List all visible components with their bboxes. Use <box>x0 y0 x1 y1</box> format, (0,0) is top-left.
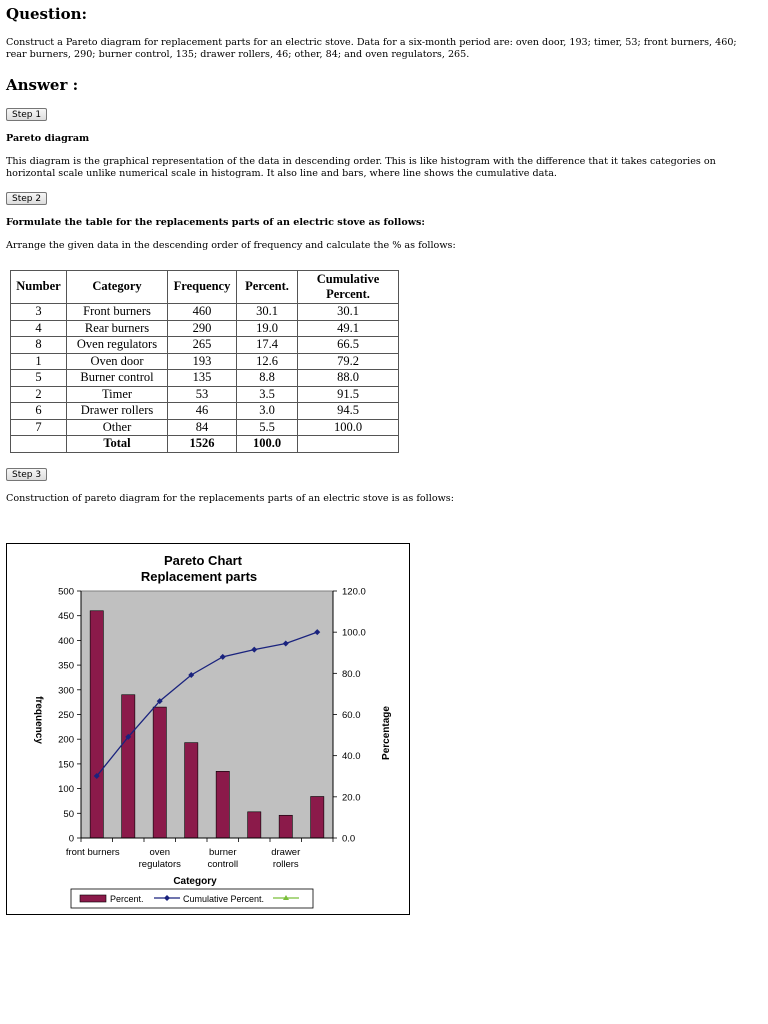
cell-cumulative: 79.2 <box>298 353 399 370</box>
y2-tick-label: 100.0 <box>342 627 366 639</box>
cell-category: Total <box>67 436 168 453</box>
cell-number: 6 <box>11 403 67 420</box>
y-tick-label: 100 <box>58 784 74 796</box>
bar-timer <box>248 812 261 838</box>
cell-cumulative: 100.0 <box>298 419 399 436</box>
frequency-table <box>10 270 399 453</box>
step-2-button[interactable]: Step 2 <box>6 192 47 205</box>
y2-tick-label: 0.0 <box>342 833 356 845</box>
cell-percent: 3.5 <box>237 386 298 403</box>
cell-category: Oven regulators <box>67 337 168 354</box>
table-row <box>11 320 399 337</box>
cell-cumulative: 88.0 <box>298 370 399 387</box>
legend-label-percent: Percent. <box>110 894 144 904</box>
plot-area <box>81 591 333 838</box>
cell-cumulative <box>298 436 399 453</box>
table-row <box>11 370 399 387</box>
x-tick-label: oven regulators <box>138 847 181 870</box>
table-row <box>11 304 399 321</box>
bar-burner-control <box>216 771 229 838</box>
legend-swatch-percent <box>80 895 106 902</box>
chart-legend <box>71 889 313 908</box>
bar-front-burners <box>90 611 103 838</box>
x-axis-title: Category <box>173 876 217 887</box>
col-header-percent: Percent. <box>237 271 298 304</box>
cell-category: Front burners <box>67 304 168 321</box>
cell-number: 3 <box>11 304 67 321</box>
cell-frequency: 46 <box>168 403 237 420</box>
y-tick-label: 50 <box>63 808 74 820</box>
y2-axis-title: Percentage <box>381 706 392 760</box>
x-tick-label: drawer rollers <box>271 847 301 870</box>
y-tick-label: 400 <box>58 635 74 647</box>
y-tick-label: 350 <box>58 660 74 672</box>
cell-category: Timer <box>67 386 168 403</box>
cell-frequency: 290 <box>168 320 237 337</box>
cell-percent: 19.0 <box>237 320 298 337</box>
y2-tick-label: 40.0 <box>342 751 361 763</box>
bar-rear-burners <box>122 695 135 838</box>
cell-number: 4 <box>11 320 67 337</box>
step-1-text: This diagram is the graphical representation of the data in descending order. This is like histogram with the difference that it takes categories on horizontal scale unlike numerical scale in histogram. It also line and bars, where line shows the cumulative data. <box>6 156 716 179</box>
y-tick-label: 250 <box>58 710 74 721</box>
step-1-button[interactable]: Step 1 <box>6 108 47 121</box>
bar-oven-door <box>185 743 198 838</box>
legend-label-cumulative: Cumulative Percent. <box>183 894 265 904</box>
cell-frequency: 265 <box>168 337 237 354</box>
cell-cumulative: 94.5 <box>298 403 399 420</box>
table-total-row <box>11 436 399 453</box>
y-tick-label: 200 <box>58 734 74 746</box>
chart-title: Pareto Chart <box>163 553 243 568</box>
col-header-cumulative: Cumulative Percent. <box>298 271 399 304</box>
col-header-category: Category <box>67 271 168 304</box>
step-3-button[interactable]: Step 3 <box>6 468 47 481</box>
cell-category: Rear burners <box>67 320 168 337</box>
table-row <box>11 337 399 354</box>
cell-cumulative: 49.1 <box>298 320 399 337</box>
question-text: Construct a Pareto diagram for replacement parts for an electric stove. Data for a six-month period are: oven door, 193; timer, 53; front burners, 460; rear burners, 290; burner control, 135; drawer rollers, 46; other, 84; and oven regulators, 265. <box>6 37 737 60</box>
cell-frequency: 1526 <box>168 436 237 453</box>
cell-number: 7 <box>11 419 67 436</box>
table-row <box>11 419 399 436</box>
y-axis-title: frequency <box>33 696 44 744</box>
pareto-chart-svg <box>7 544 408 913</box>
y2-tick-label: 80.0 <box>342 668 361 680</box>
answer-heading: Answer : <box>6 76 79 94</box>
col-header-number: Number <box>11 271 67 304</box>
y2-tick-label: 120.0 <box>342 586 366 598</box>
x-tick-label: front burners <box>65 847 120 858</box>
cell-percent: 12.6 <box>237 353 298 370</box>
cell-number: 1 <box>11 353 67 370</box>
table-body <box>11 304 399 453</box>
cell-category: Oven door <box>67 353 168 370</box>
cell-frequency: 135 <box>168 370 237 387</box>
cell-percent: 3.0 <box>237 403 298 420</box>
step-1-title: Pareto diagram <box>6 133 90 144</box>
cell-category: Drawer rollers <box>67 403 168 420</box>
cell-category: Other <box>67 419 168 436</box>
col-header-frequency: Frequency <box>168 271 237 304</box>
table-row <box>11 403 399 420</box>
cell-cumulative: 91.5 <box>298 386 399 403</box>
cell-number: 5 <box>11 370 67 387</box>
cell-number <box>11 436 67 453</box>
cell-percent: 100.0 <box>237 436 298 453</box>
step-3-text: Construction of pareto diagram for the replacements parts of an electric stove is as follows: <box>6 493 454 504</box>
bar-drawer-rollers <box>279 815 292 838</box>
y-tick-label: 150 <box>58 759 74 771</box>
bar-other <box>311 797 324 838</box>
cell-percent: 8.8 <box>237 370 298 387</box>
cell-category: Burner control <box>67 370 168 387</box>
cell-percent: 17.4 <box>237 337 298 354</box>
table-row <box>11 386 399 403</box>
cell-percent: 5.5 <box>237 419 298 436</box>
cell-number: 8 <box>11 337 67 354</box>
cell-cumulative: 66.5 <box>298 337 399 354</box>
cell-cumulative: 30.1 <box>298 304 399 321</box>
cell-frequency: 53 <box>168 386 237 403</box>
y-tick-label: 450 <box>58 611 74 623</box>
cell-frequency: 193 <box>168 353 237 370</box>
table-header-row <box>11 271 399 304</box>
step-2-title: Formulate the table for the replacements parts of an electric stove as follows: <box>6 217 425 228</box>
y-tick-label: 300 <box>58 685 74 697</box>
question-heading: Question: <box>6 5 88 23</box>
x-tick-label: burner controll <box>207 847 239 870</box>
chart-subtitle: Replacement parts <box>140 569 258 584</box>
bar-oven-regulators <box>153 707 166 838</box>
cell-frequency: 460 <box>168 304 237 321</box>
cell-number: 2 <box>11 386 67 403</box>
step-2-text: Arrange the given data in the descending order of frequency and calculate the % as follows: <box>6 240 456 251</box>
pareto-chart <box>6 543 410 915</box>
y-tick-label: 500 <box>58 586 74 598</box>
y2-tick-label: 20.0 <box>342 792 361 804</box>
table-row <box>11 353 399 370</box>
y2-tick-label: 60.0 <box>342 710 361 721</box>
cell-frequency: 84 <box>168 419 237 436</box>
y-tick-label: 0 <box>68 833 74 845</box>
cell-percent: 30.1 <box>237 304 298 321</box>
